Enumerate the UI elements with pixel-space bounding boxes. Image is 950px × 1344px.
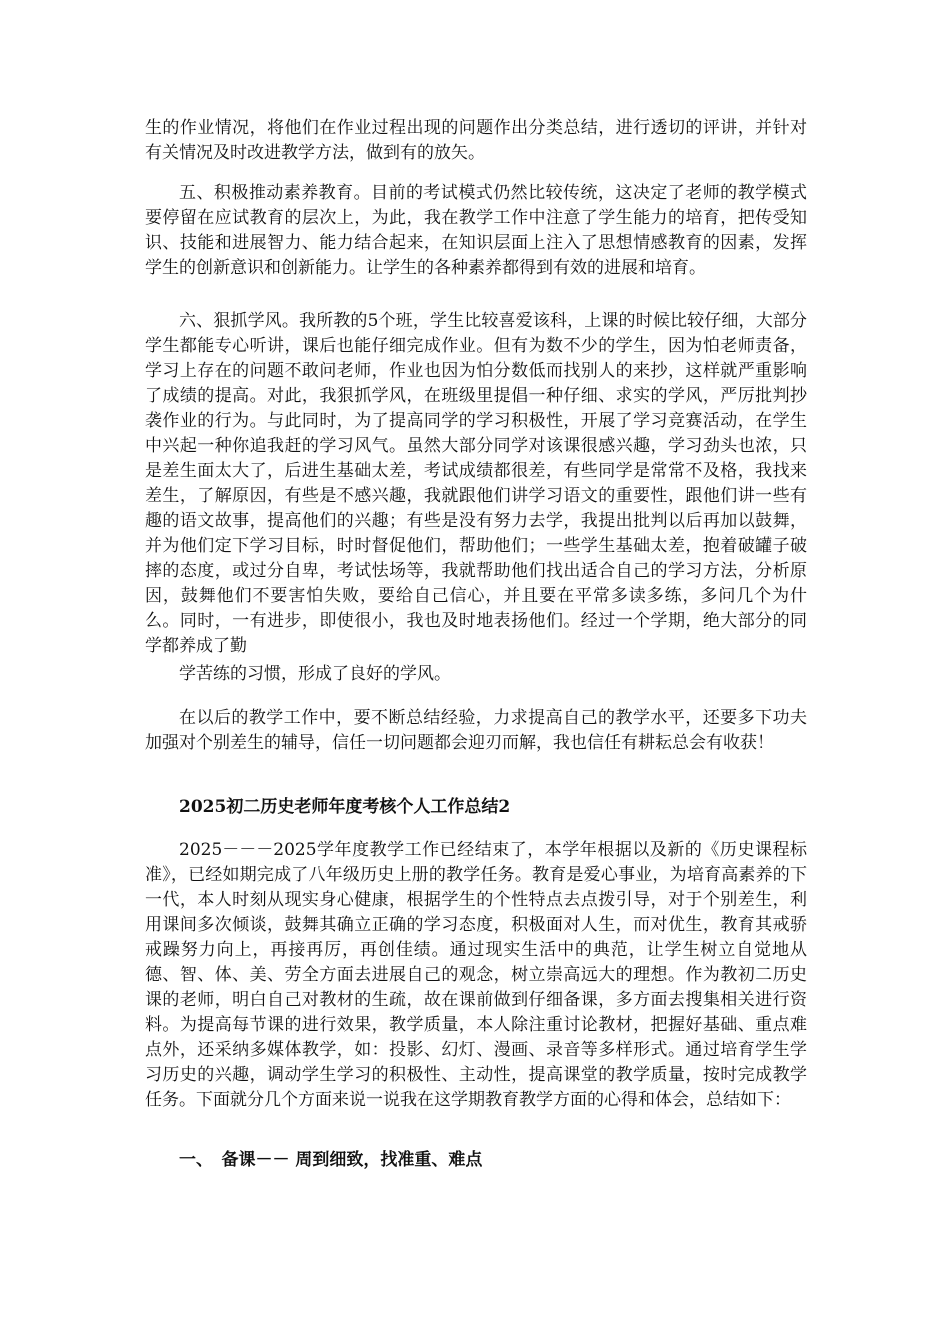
- section-heading-summary-2: 2025初二历史老师年度考核个人工作总结2: [179, 797, 511, 817]
- paragraph-study-style: 六、狠抓学风。我所教的5个班，学生比较喜爱该科，上课的时候比较仔细，大部分学生都能专心听讲，课后也能仔细完成作业。但有为数不少的学生，因为怕老师责备，学习上存在的问题不敢问老师，作业也因为怕分数低而找别人的来抄，这样就严重影响了成绩的提高。对此，我狠抓学风，在班级里提倡一种仔细、求实的学风，严厉批判抄袭作业的行为。与此同时，为了提高同学的学习积极性，开展了学习竞赛活动，在学生中兴起一种你追我赶的学习风气。虽然大部分同学对该课很感兴趣，学习劲头也浓，只是差生面太大了，后进生基础太差，考试成绩都很差，有些同学是常常不及格，我找来差生，了解原因，有些是不感兴趣，我就跟他们讲学习语文的重要性，跟他们讲一些有趣的语文故事，提高他们的兴趣；有些是没有努力去学，我提出批判以后再加以鼓舞，并为他们定下学习目标，时时督促他们，帮助他们；一些学生基础太差，抱着破罐子破摔的态度，或过分自卑，考试怯场等，我就帮助他们找出适合自己的学习方法，分析原因，鼓舞他们不要害怕失败，要给自己信心，并且要在平常多读多练，多问几个为什么。同时，一有进步，即使很小，我也及时地表扬他们。经过一个学期，绝大部分的同学都养成了勤: [145, 311, 807, 656]
- paragraph-quality-education: 五、积极推动素养教育。目前的考试模式仍然比较传统，这决定了老师的教学模式要停留在应试教育的层次上，为此，我在教学工作中注意了学生能力的培育，把传受知识、技能和进展智力、能力结合起来，在知识层面上注入了思想情感教育的因素，发挥学生的创新意识和创新能力。让学生的各种素养都得到有效的进展和培育。: [145, 183, 807, 278]
- paragraph-homework-review: 生的作业情况，将他们在作业过程出现的问题作出分类总结，进行透切的评讲，并针对有关情况及时改进教学方法，做到有的放矢。: [145, 118, 807, 163]
- paragraph-study-style-continued: 学苦练的习惯，形成了良好的学风。: [179, 664, 451, 684]
- paragraph-school-year-summary: 2025－－－2025学年度教学工作已经结束了，本学年根据以及新的《历史课程标准》，已经如期完成了八年级历史上册的教学任务。教育是爱心事业，为培育高素养的下一代，本人时刻从现实身心健康，根据学生的个性特点去点拨引导，对于个别差生，利用课间多次倾谈，鼓舞其确立正确的学习态度，积极面对人生，而对优生，教育其戒骄戒躁努力向上，再接再厉，再创佳绩。通过现实生活中的典范，让学生树立自觉地从德、智、体、美、劳全方面去进展自己的观念，树立崇高远大的理想。作为教初二历史课的老师，明白自己对教材的生疏，故在课前做到仔细备课，多方面去搜集相关进行资料。为提高每节课的进行效果，教学质量，本人除注重讨论教材，把握好基础、重点难点外，还采纳多媒体教学，如：投影、幻灯、漫画、录音等多样形式。通过培育学生学习历史的兴趣，调动学生学习的积极性、主动性，提高课堂的教学质量，按时完成教学任务。下面就分几个方面来说一说我在这学期教育教学方面的心得和体会，总结如下：: [145, 840, 807, 1110]
- paragraph-future-work: 在以后的教学工作中，要不断总结经验，力求提高自己的教学水平，还要多下功夫加强对个别差生的辅导，信任一切问题都会迎刃而解，我也信任有耕耘总会有收获！: [145, 708, 807, 753]
- section-heading-lesson-preparation: 一、 备课－－ 周到细致，找准重、难点: [179, 1150, 483, 1170]
